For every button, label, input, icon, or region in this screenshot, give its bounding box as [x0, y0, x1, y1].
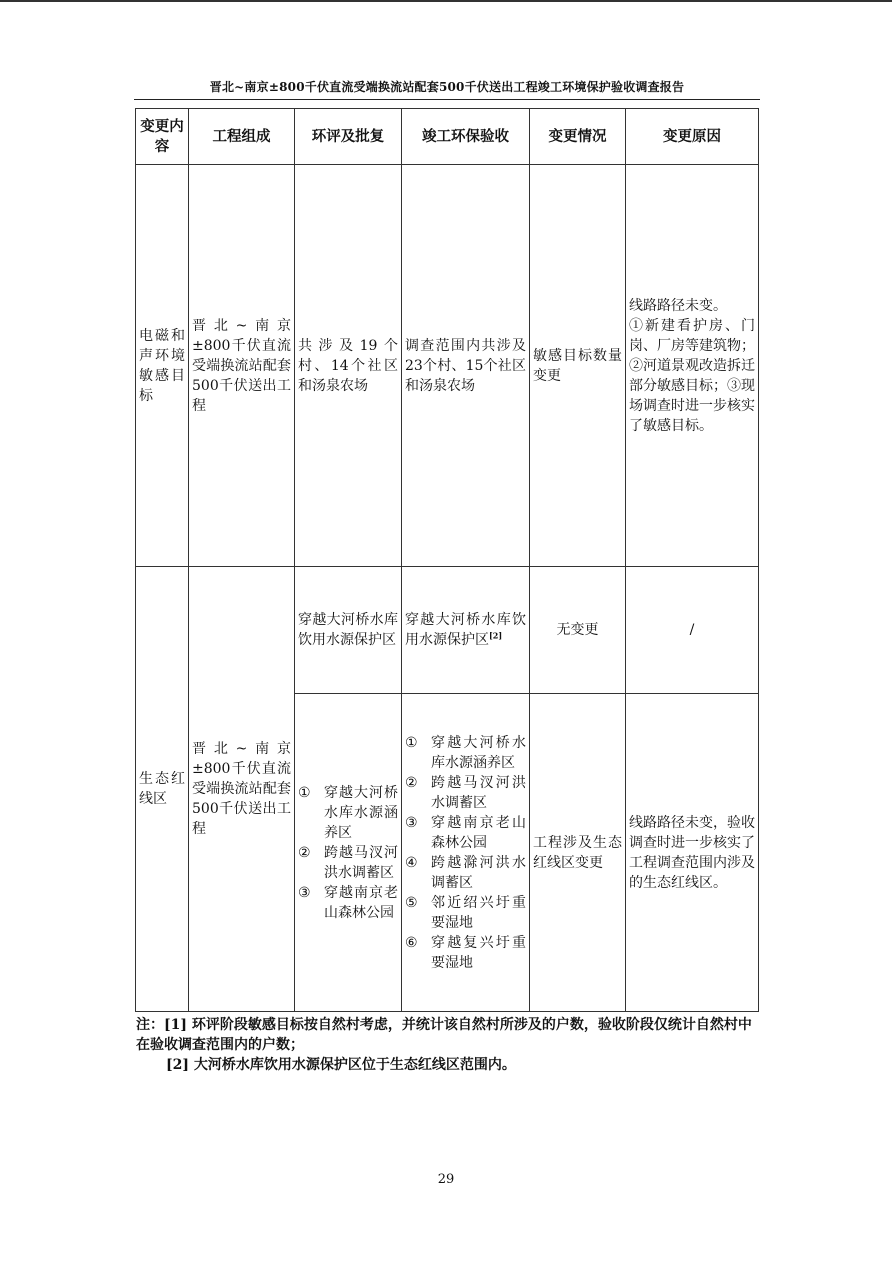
- cell-change-item: 生态红线区: [136, 567, 189, 1012]
- cell-status: 工程涉及生态红线区变更: [530, 694, 626, 1012]
- list-item: ① 穿越大河桥水库水源涵养区: [405, 734, 526, 771]
- list-item: ⑥ 穿越复兴圩重要湿地: [405, 934, 526, 971]
- list-item: ⑤ 邻近绍兴圩重要湿地: [405, 894, 526, 931]
- list-item: ② 跨越马汊河洪水调蓄区: [298, 844, 398, 881]
- table-notes: [136, 1015, 760, 1075]
- cell-status: 敏感目标数量变更: [530, 165, 626, 567]
- table-header-row: [136, 109, 759, 165]
- acceptance-text: 穿越大河桥水库饮用水源保护区: [405, 612, 526, 648]
- table-row: [136, 165, 759, 567]
- table-row: [136, 567, 759, 694]
- cell-acceptance: [402, 567, 530, 694]
- col-header-composition: 工程组成: [189, 109, 295, 165]
- list-item: ③ 穿越南京老山森林公园: [405, 814, 526, 851]
- cell-eia: 共涉及19个村、14个社区和汤泉农场: [295, 165, 402, 567]
- col-header-acceptance: 竣工环保验收: [402, 109, 530, 165]
- page-top-border: [0, 0, 892, 2]
- cell-reason: 线路路径未变，验收调查时进一步核实了工程调查范围内涉及的生态红线区。: [626, 694, 759, 1012]
- note-1: 注：[1] 环评阶段敏感目标按自然村考虑，并统计该自然村所涉及的户数，验收阶段仅统计自然村中在验收调查范围内的户数；: [136, 1017, 752, 1053]
- col-header-eia: 环评及批复: [295, 109, 402, 165]
- cell-reason: 线路路径未变。 ①新建看护房、门岗、厂房等建筑物；②河道景观改造拆迁部分敏感目标；③现场调查时进一步核实了敏感目标。: [626, 165, 759, 567]
- note-2: [2] 大河桥水库饮用水源保护区位于生态红线区范围内。: [166, 1057, 516, 1073]
- list-item: ④ 跨越滁河洪水调蓄区: [405, 854, 526, 891]
- col-header-change-item: 变更内容: [136, 109, 189, 165]
- col-header-reason: 变更原因: [626, 109, 759, 165]
- cell-eia-list: [295, 694, 402, 1012]
- report-header: 晋北~南京±800千伏直流受端换流站配套500千伏送出工程竣工环境保护验收调查报告: [209, 80, 685, 94]
- footnote-ref: [2]: [489, 630, 503, 641]
- cell-change-item: 电磁和声环境敏感目标: [136, 165, 189, 567]
- cell-composition: 晋北~南京±800千伏直流受端换流站配套500千伏送出工程: [189, 165, 295, 567]
- list-item: ① 穿越大河桥水库水源涵养区: [298, 784, 398, 841]
- cell-acceptance-list: [402, 694, 530, 1012]
- header-rule: [134, 99, 760, 100]
- page-number: 29: [437, 1172, 455, 1187]
- col-header-status: 变更情况: [530, 109, 626, 165]
- list-item: ② 跨越马汊河洪水调蓄区: [405, 774, 526, 811]
- cell-acceptance: 调查范围内共涉及23个村、15个社区和汤泉农场: [402, 165, 530, 567]
- cell-composition: 晋北~南京±800千伏直流受端换流站配套500千伏送出工程: [189, 567, 295, 1012]
- change-table: [135, 108, 759, 1012]
- list-item: ③ 穿越南京老山森林公园: [298, 884, 398, 921]
- cell-reason: /: [626, 567, 759, 694]
- cell-eia: 穿越大河桥水库饮用水源保护区: [295, 567, 402, 694]
- cell-status: 无变更: [530, 567, 626, 694]
